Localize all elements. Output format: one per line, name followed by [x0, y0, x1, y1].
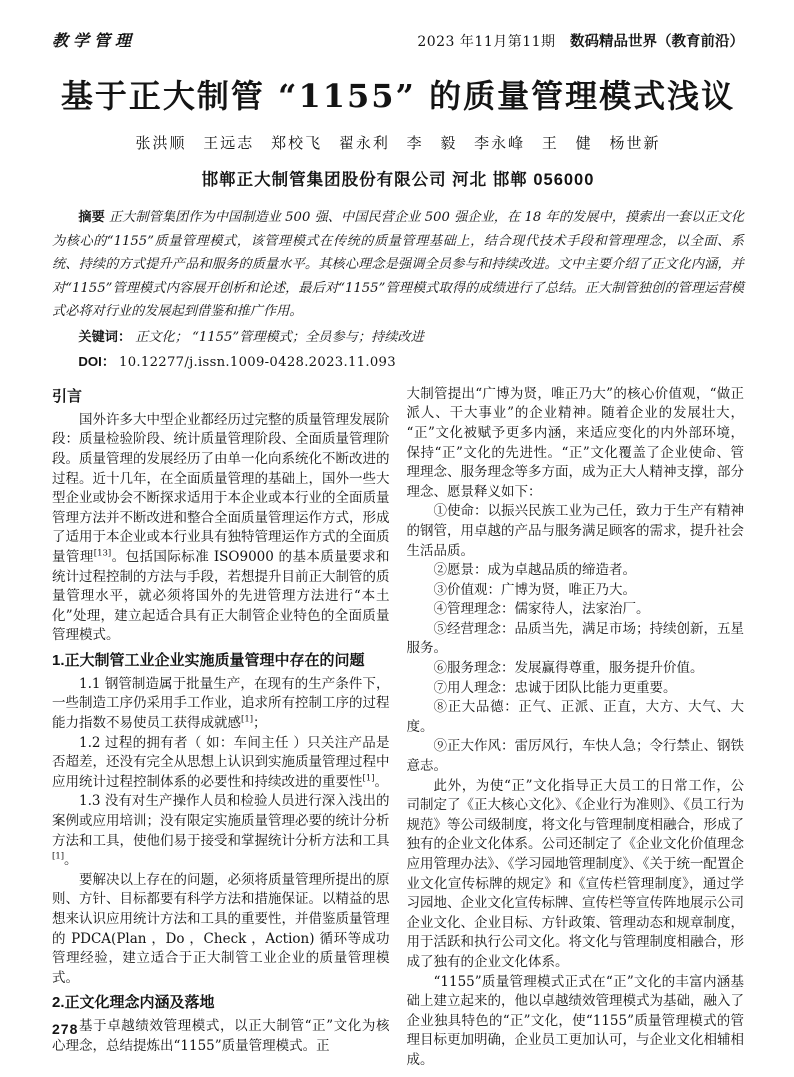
section1-item-3 — [52, 792, 390, 870]
citation-1c: [1] — [52, 851, 65, 862]
journal-name: 数码精品世界（教育前沿） — [570, 34, 744, 50]
section1-heading: 1.正大制管工业企业实施质量管理中存在的问题 — [52, 651, 365, 669]
page-number: 278 — [52, 1021, 79, 1037]
right-column — [407, 385, 745, 1071]
concept-item-mission: ①使命：以振兴民族工业为己任，致力于生产有精神的钢管，用卓越的产品与服务满足顾客的需求，提升社会生活品质。 — [406, 503, 744, 559]
concept-item-morality: ⑧正大品德：正气、正派、正直，大方、大气、大度。 — [406, 699, 744, 735]
culture-system-paragraph: 此外，为使“正”文化指导正大员工的日常工作，公司制定了《正大核心文化》、《企业行为准则》、《员工行为规范》等公司级制度，将文化与管理制度相融合，形成了独有的企业文化体系。公司还制定了《企业文化价值理念应用管理办法》、《学习园地管理制度》、《关于统一配置企业文化宣传标牌的规定》和《宣传栏管理制度》，通过学习园地、企业文化宣传标牌、宣传栏等宣传阵地展示公司企业文化、企业目标、方针政策、管理动态和规章制度，用于活跃和执行公司文化。将文化与管理制度相融合，形成了独有的企业文化体系。 — [406, 777, 744, 970]
s1p2-tail: 。 — [374, 773, 389, 790]
author-list: 张洪顺 王远志 郑校飞 翟永利 李 毅 李永峰 王 健 杨世新 — [135, 134, 661, 153]
section1-item-1 — [52, 675, 390, 734]
section1-item-2 — [52, 734, 390, 793]
left-column — [52, 385, 390, 1071]
intro-text-b: 。包括国际标准 ISO9000 的基本质量要求和统计过程控制的方法与手段，若想提升目前正大制管的质量管理水平，就必须将国外的先进管理方法进行“本土化”处理，建立起适合具有正大制管企业特色的全面质量管理模式。 — [52, 548, 390, 644]
section2-opening-paragraph: 基于卓越绩效管理模式，以正大制管“正”文化为核心理念，总结提炼出“1155”质量管理模式。正 — [52, 1018, 390, 1054]
concept-item-service: ⑥服务理念：发展赢得尊重，服务提升价值。 — [433, 660, 704, 677]
affiliation: 邯郸正大制管集团股份有限公司 河北 邯郸 056000 — [201, 171, 595, 190]
article-title: 基于正大制管 “1155” 的质量管理模式浅议 — [60, 77, 736, 115]
concept-item-style: ⑨正大作风：雷厉风行，车快人急；令行禁止、钢铁意志。 — [406, 738, 744, 775]
keywords-label: 关键词： — [78, 328, 132, 344]
column-section-label: 教学管理 — [52, 31, 137, 50]
keywords-line — [52, 326, 744, 349]
issue-info — [417, 30, 744, 51]
section2-heading: 2.正文化理念内涵及落地 — [52, 994, 215, 1012]
concept-item-vision: ②愿景：成为卓越品质的缔造者。 — [433, 562, 636, 579]
concept-item-operation: ⑤经营理念：品质当先，满足市场；持续创新，五星服务。 — [406, 620, 744, 657]
abstract-paragraph — [52, 205, 744, 324]
concept-item-values: ③价值观：广博为贤，唯正乃大。 — [433, 581, 636, 598]
body-columns — [52, 385, 744, 1071]
s1p1-text: 1.1 钢管制造属于批量生产，在现有的生产条件下，一些制造工序仍采用手工作业，追求所有控制工序的过程能力指数不易使员工获得成就感 — [52, 675, 390, 732]
concept-item-management: ④管理理念：儒家待人，法家治厂。 — [433, 601, 650, 618]
s1p3-text: 1.3 没有对生产操作人员和检验人员进行深入浅出的案例或应用培训；没有限定实施质量管理必要的统计分析方法和工具，使他们易于接受和掌握统计分析方法和工具 — [52, 793, 390, 849]
citation-13: [13] — [93, 548, 112, 559]
s1p3-tail: 。 — [64, 852, 78, 869]
concept-item-talent: ⑦用人理念：忠诚于团队比能力更重要。 — [433, 679, 677, 696]
section1-summary-paragraph: 要解决以上存在的问题，必须将质量管理所提出的原则、方针、目标都要有科学方法和措施保证。以精益的思想来认识应用统计方法和工具的重要性，并借鉴质量管理的 PDCA(Plan ，Do ，Check ，Action) 循环等成功管理经验，建立适合于正大制管工业企业的质量管理模式。 — [52, 871, 390, 986]
keywords-text: 正文化； “1155”管理模式；全员参与；持续改进 — [135, 329, 424, 345]
intro-heading: 引言 — [52, 387, 83, 405]
masthead — [52, 28, 744, 51]
intro-paragraph — [52, 411, 390, 646]
doi-line — [52, 351, 744, 374]
s1p2-text: 1.2 过程的拥有者（ 如：车间主任 ）只关注产品是否超差，还没有完全从思想上认识到实施质量管理过程中应用统计过程控制体系的必要性和持续改进的重要性 — [52, 734, 390, 790]
issue-date: 2023 年11月第11期 — [417, 34, 556, 50]
abstract-label: 摘要 — [78, 209, 105, 225]
citation-1a: [1] — [241, 714, 254, 725]
doi-label: DOI： — [78, 354, 116, 370]
intro-text-a: 国外许多大中型企业都经历过完整的质量管理发展阶段：质量检验阶段、统计质量管理阶段、全面质量管理阶段。质量管理的发展经历了由单一化向系统化不断改进的过程。近十几年，在全面质量管理的基础上，国外一些大型企业或协会不断探求适用于本企业或本行业的全面质量管理方法并不断改进和整合全面质量管理运作方式，形成了适用于本企业或本行业具有独特管理运作方式的全面质量管理 — [52, 411, 390, 565]
doi-value: 10.12277/j.issn.1009-0428.2023.11.093 — [119, 355, 396, 371]
abstract-text: 正大制管集团作为中国制造业 500 强、中国民营企业 500 强企业，在 18 年的发展中，摸索出一套以正文化为核心的“1155”质量管理模式，该管理模式在传统的质量管理基础上，结合现代技术手段和管理理念，以全面、系统、持续的方式提升产品和服务的质量水平。其核心理念是强调全员参与和持续改进。文中主要介绍了正文化内涵，并对“1155”管理模式内容展开创析和论述，最后对“1155”管理模式取得的成绩进行了总结。正大制管独创的管理运营模式必将对行业的发展起到借鉴和推广作用。 — [52, 210, 745, 320]
citation-1b: [1] — [362, 773, 375, 784]
s1p1-tail: ； — [253, 715, 267, 732]
section2-continuation-paragraph: 大制管提出“广博为贤，唯正乃大”的核心价值观，“做正派人、干大事业”的企业精神。随着企业的发展壮大，“正”文化被赋予更多内涵，来适应变化的内外部环境，保持“正”文化的先进性。“正”文化覆盖了企业使命、管理理念、服务理念等多方面，成为正大人精神支撑，部分理念、愿景释义如下： — [406, 385, 744, 500]
model-1155-paragraph: “1155”质量管理模式正式在“正”文化的丰富内涵基础上建立起来的，他以卓越绩效管理模式为基础，融入了企业独具特色的“正”文化，使“1155”质量管理模式的管理目标更加明确，企业员工更加认可，与企业文化相辅相成。 — [406, 973, 744, 1068]
